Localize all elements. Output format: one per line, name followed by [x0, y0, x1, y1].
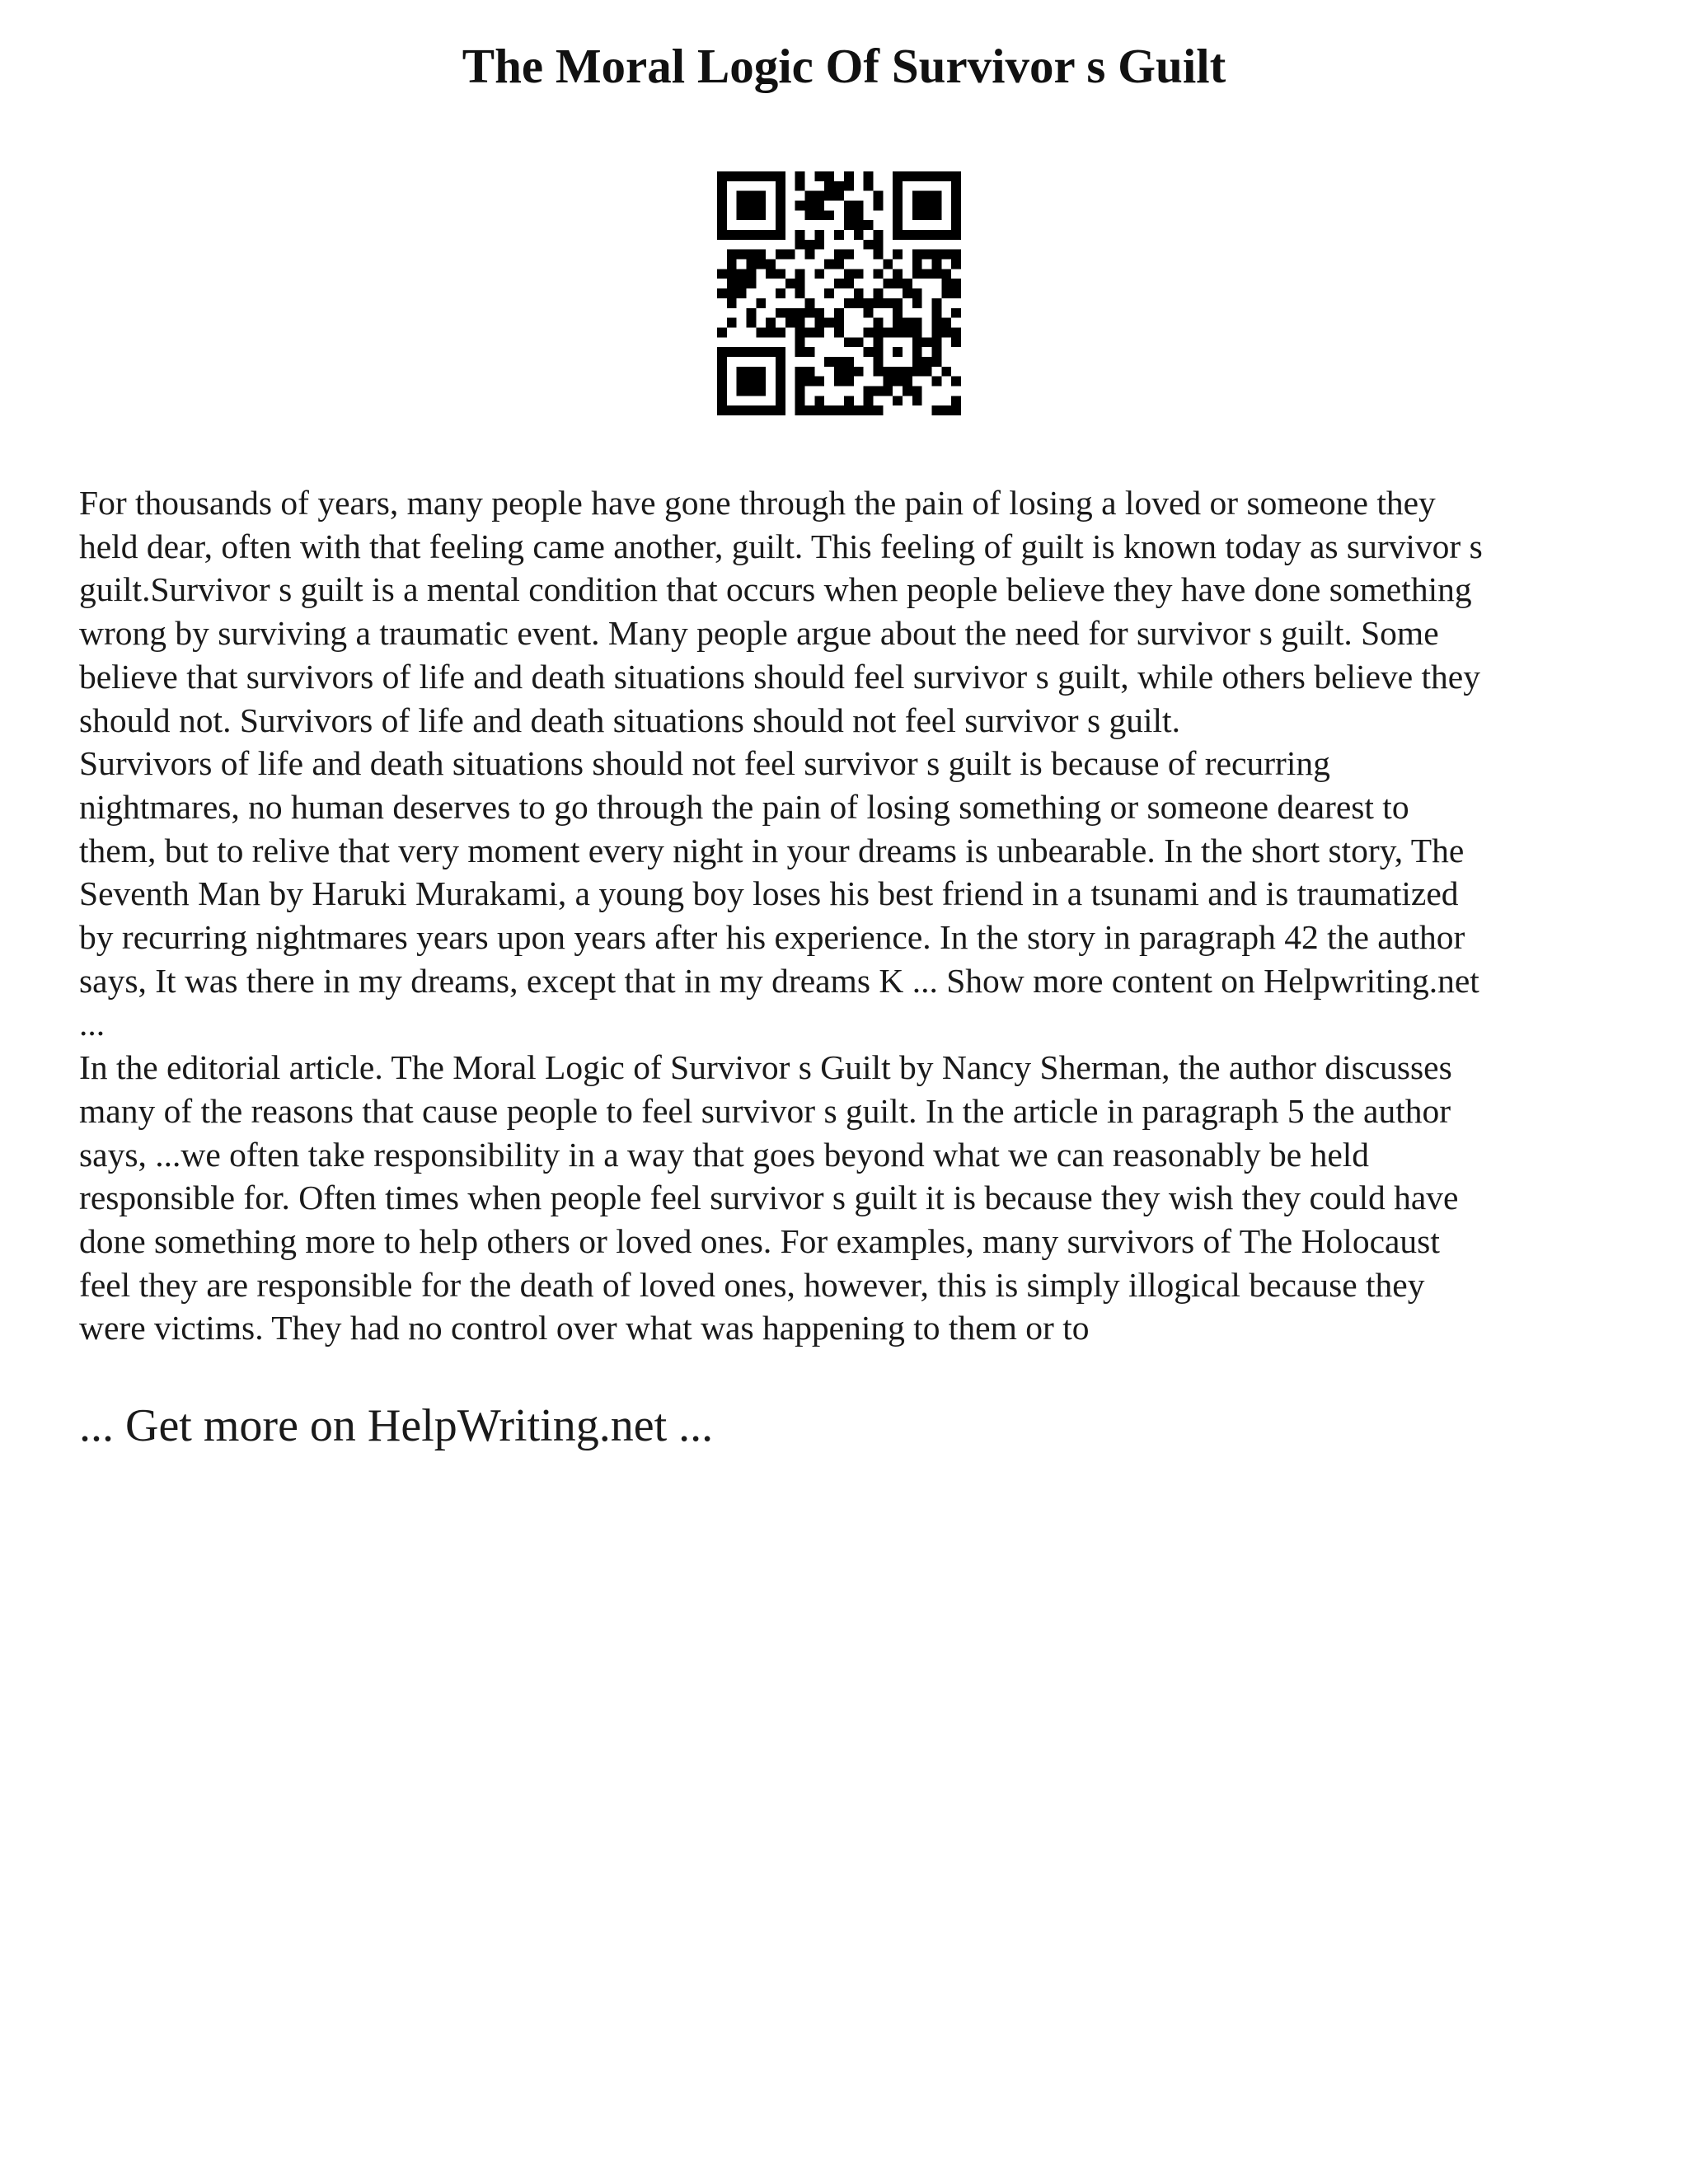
get-more-link[interactable]: ... Get more on HelpWriting.net ...	[79, 1400, 714, 1451]
paragraph: In the editorial article. The Moral Logic of Survivor s Guilt by Nancy Sherman, the author discusses many of the reasons that cause people to feel survivor s guilt. In the article in paragraph 5 the author says, ...we often take responsibility in a way that goes beyond what we can reasonably be held responsible for. Often times when people feel survivor s guilt it is because they wish they could have done something more to help others or loved ones. For examples, many survivors of The Holocaust feel they are responsible for the death of loved ones, however, this is simply illogical because they were victims. They had no control over what was happening to them or to	[79, 1048, 1459, 1347]
document-title: The Moral Logic Of Survivor s Guilt	[462, 39, 1226, 93]
paragraph: Survivors of life and death situations should not feel survivor s guilt is because of recurring nightmares, no human deserves to go through the pain of losing something or someone dearest to them, but to relive that very moment every night in your dreams is unbearable. In the short story, The Seventh Man by Haruki Murakami, a young boy loses his best friend in a tsunami and is traumatized by recurring nightmares years upon years after his experience. In the story in paragraph 42 the author says, It was there in my dreams, except that in my dreams K ... Show more content on Helpwriting.net ...	[79, 744, 1479, 1043]
paragraph: For thousands of years, many people have gone through the pain of losing a loved or someone they held dear, often with that feeling came another, guilt. This feeling of guilt is known today as survivor s guilt.Survivor s guilt is a mental condition that occurs when people believe they have done something wrong by surviving a traumatic event. Many people argue about the need for survivor s guilt. Some believe that survivors of life and death situations should feel survivor s guilt, while others believe they should not. Survivors of life and death situations should not feel survivor s guilt.	[79, 484, 1483, 739]
document-body	[79, 481, 1629, 1350]
qr-code-icon	[717, 171, 961, 415]
